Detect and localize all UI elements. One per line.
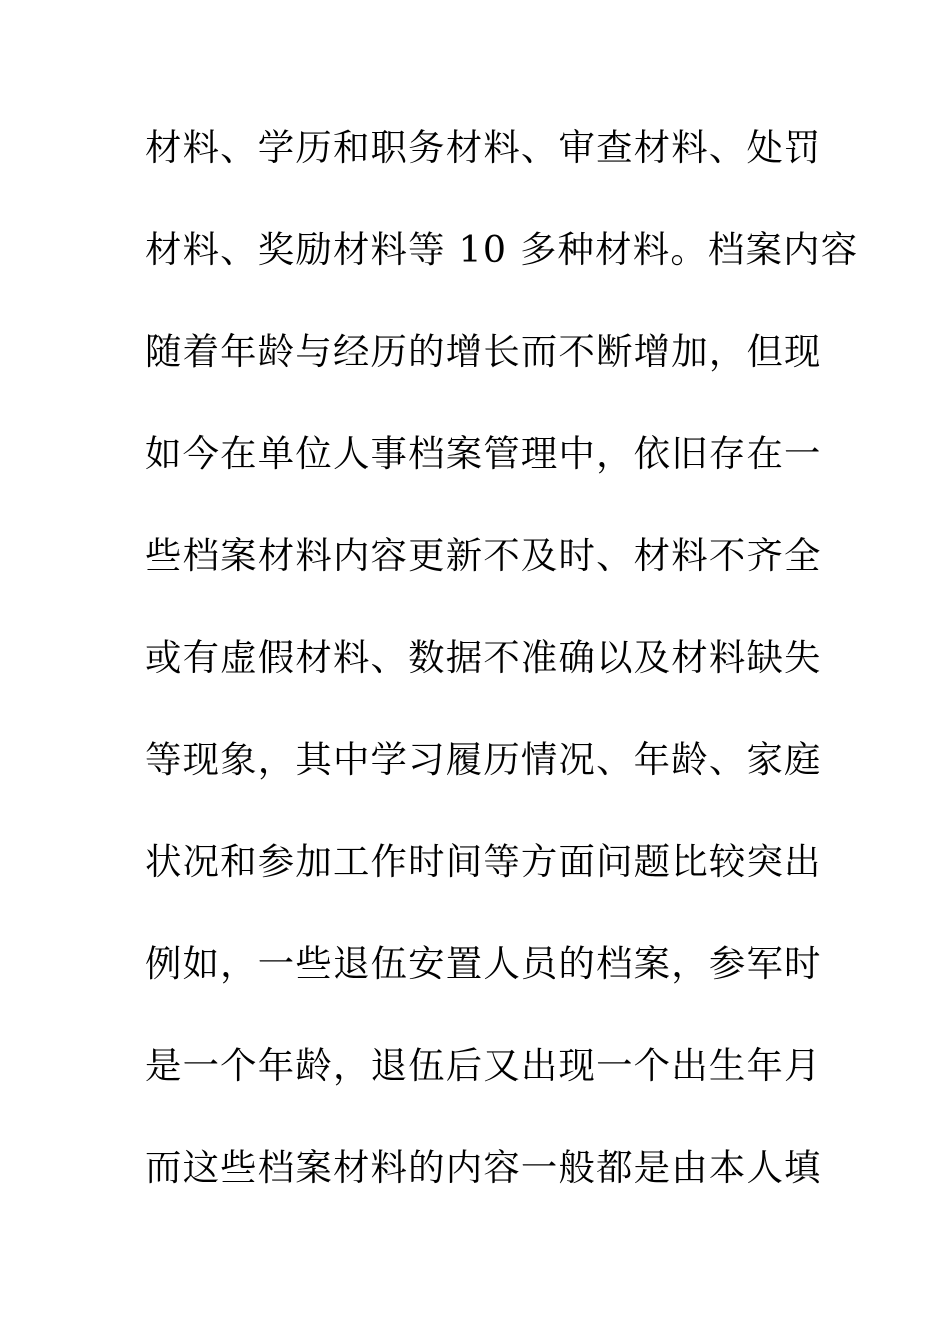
- body-text: [145, 122, 859, 1244]
- text-line-6: 或有虚假材料、数据不准确以及材料缺失: [145, 636, 822, 679]
- text-line-4: 如今在单位人事档案管理中，依旧存在一: [145, 432, 822, 475]
- text-line-7: 等现象，其中学习履历情况、年龄、家庭: [145, 738, 822, 781]
- text-line-1: 材料、学历和职务材料、审查材料、处罚: [145, 126, 822, 169]
- text-line-8: 状况和参加工作时间等方面问题比较突出: [145, 840, 822, 883]
- text-line-5: 些档案材料内容更新不及时、材料不齐全: [145, 534, 822, 577]
- text-line-3: 随着年龄与经历的增长而不断增加，但现: [145, 330, 822, 373]
- text-line-9: 例如，一些退伍安置人员的档案，参军时: [145, 942, 822, 985]
- text-line-11: 而这些档案材料的内容一般都是由本人填: [145, 1146, 822, 1189]
- text-line-2: 材料、奖励材料等 10 多种材料。档案内容: [145, 228, 859, 271]
- text-line-10: 是一个年龄，退伍后又出现一个出生年月: [145, 1044, 822, 1087]
